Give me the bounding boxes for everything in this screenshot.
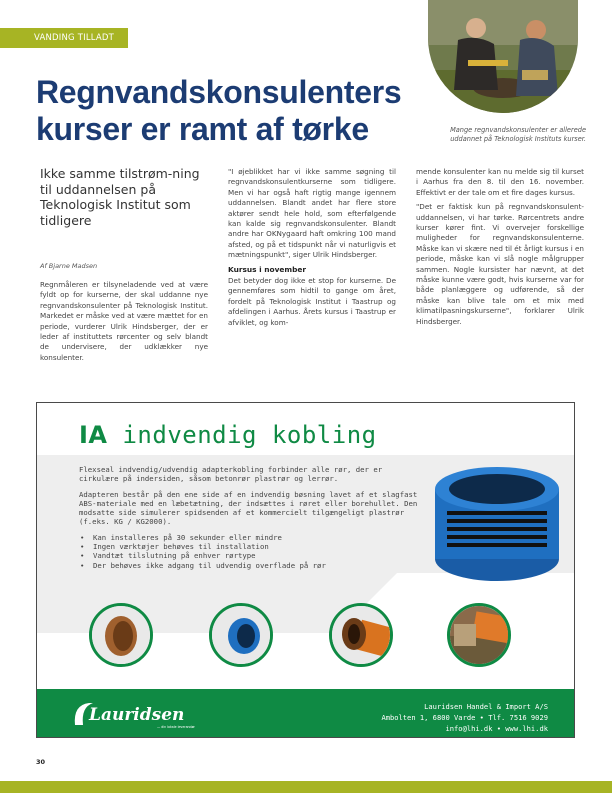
- company-name: Lauridsen Handel & Import A/S: [424, 702, 548, 711]
- logo-wordmark: Lauridsen: [89, 705, 185, 725]
- paragraph: mende konsulenter kan nu melde sig til kurset i Aarhus fra den 8. til den 16. november. Effektivt er der tale om et fire dages kursus.: [416, 167, 584, 197]
- company-web: info@lhi.dk • www.lhi.dk: [445, 724, 548, 733]
- ad-body: [79, 465, 419, 570]
- paragraph: Regnmåleren er tilsyneladende ved at være fyldt op for kurserne, der skal uddanne nye regnvandskonsulenter på Teknologisk Institut. Markedet er måske ved at være mættet for en periode, vurderer Ulrik Hindsberger, der er leder af instituttets rørcenter og selv blandt de undervisere, der udklækker nye konsulenter.: [40, 280, 208, 362]
- logo-tagline: — din lokale leverandør: [157, 725, 195, 729]
- ad-bullet: • Vandtæt tilslutning på enhver rørtype: [93, 551, 419, 560]
- product-photo-clay-pipe: [89, 603, 153, 667]
- article-photo: [428, 0, 578, 113]
- coupling-product-image: [417, 449, 567, 589]
- company-address: Ambolten 1, 6800 Varde • Tlf. 7516 9029: [381, 713, 548, 722]
- bottom-accent-bar: [0, 781, 612, 793]
- lauridsen-logo: [71, 699, 201, 733]
- ad-title: [79, 421, 377, 449]
- headline: [36, 74, 416, 148]
- ad-paragraph: Adapteren består på den ene side af en indvendig bøsning lavet af et slagfast ABS-materiale med en læbetætning, der indsættes i røret eller borehullet. Den modsatte side simulerer spidsenden af et kommercielt tilgængeligt plastrør (f.eks. KG / KG2000).: [79, 489, 418, 527]
- ad-bullet: • Kan installeres på 30 sekunder eller mindre: [93, 533, 419, 542]
- paragraph: Det betyder dog ikke et stop for kurserne. De gennemføres som hidtil to gange om året, fordelt på Teknologisk Institut i Taastrup og afdelingen i Aarhus. Årets kursus i Taastrup er afviklet, og kom-: [228, 276, 396, 327]
- ad-bullet: • Der behøves ikke adgang til udvendig overflade på rør: [93, 561, 419, 570]
- section-heading: Kursus i november: [228, 264, 307, 274]
- ad-footer: [37, 689, 575, 737]
- section-tag: VANDING TILLADT: [0, 28, 128, 48]
- byline: Af Bjarne Madsen: [40, 262, 98, 270]
- ad-bullet-list: [79, 533, 419, 570]
- article-column-3: [416, 167, 584, 331]
- paragraph: "I øjeblikket har vi ikke samme søgning til regnvandskonsulentkurserne som tidligere. Men vi har også haft rigtig mange igennem uddannelsen. Blandt andet har flere store aktører sendt hele hold, som efterfølgende kan kalde sig regnvandskonsulenter. Blandt andre har OKNygaard haft omkring 100 mand afsted, og på et tidspunkt når vi naturligvis et mætningspunkt", siger Ulrik Hindsberger.: [228, 167, 396, 260]
- photo-caption: Mange regnvandskonsulenter er allerede uddannet på Teknologisk Instituts kurser.: [450, 126, 586, 143]
- ad-bullet: • Ingen værktøjer behøves til installation: [93, 542, 419, 551]
- product-photo-installed: [447, 603, 511, 667]
- page-number: 30: [36, 758, 46, 766]
- contact-info: [381, 701, 548, 734]
- headline-line-2: kurser er ramt af tørke: [36, 111, 369, 147]
- headline-line-1: Regnvandskonsulenters: [36, 74, 402, 110]
- advertisement: [36, 402, 575, 738]
- article-column-2: [228, 167, 396, 332]
- article-column-1: [40, 280, 208, 367]
- ad-title-bold: IA: [79, 421, 108, 449]
- ad-title-rest: indvendig kobling: [107, 421, 377, 449]
- product-photo-pipe-connection: [329, 603, 393, 667]
- article-subhead: Ikke samme tilstrøm-ning til uddannelsen på Teknologisk Institut som tidligere: [40, 166, 200, 228]
- paragraph: "Det er faktisk kun på regnvandskonsulent-uddannelsen, vi har tørke. Rørcentrets andre kurser kører fint. Vi overvejer forskellige muligheder for regnvandskonsulenterne. Måske kan vi skære ned til ét årligt kursus i en periode, måske kan vi slå nogle målgrupper sammen. Nogle kursister har nævnt, at det måske kunne være godt, hvis kurserne var for både planlæggere og udførende, så der måske kan blive tale om et mix med klimatilpasningskurserne", forklarer Ulrik Hindsberger.: [416, 202, 584, 326]
- ad-paragraph: Flexseal indvendig/udvendig adapterkobling forbinder alle rør, der er cirkulære på indersiden, såsom betonrør plastrør og lerrør.: [79, 465, 383, 484]
- product-photo-blue-coupling: [209, 603, 273, 667]
